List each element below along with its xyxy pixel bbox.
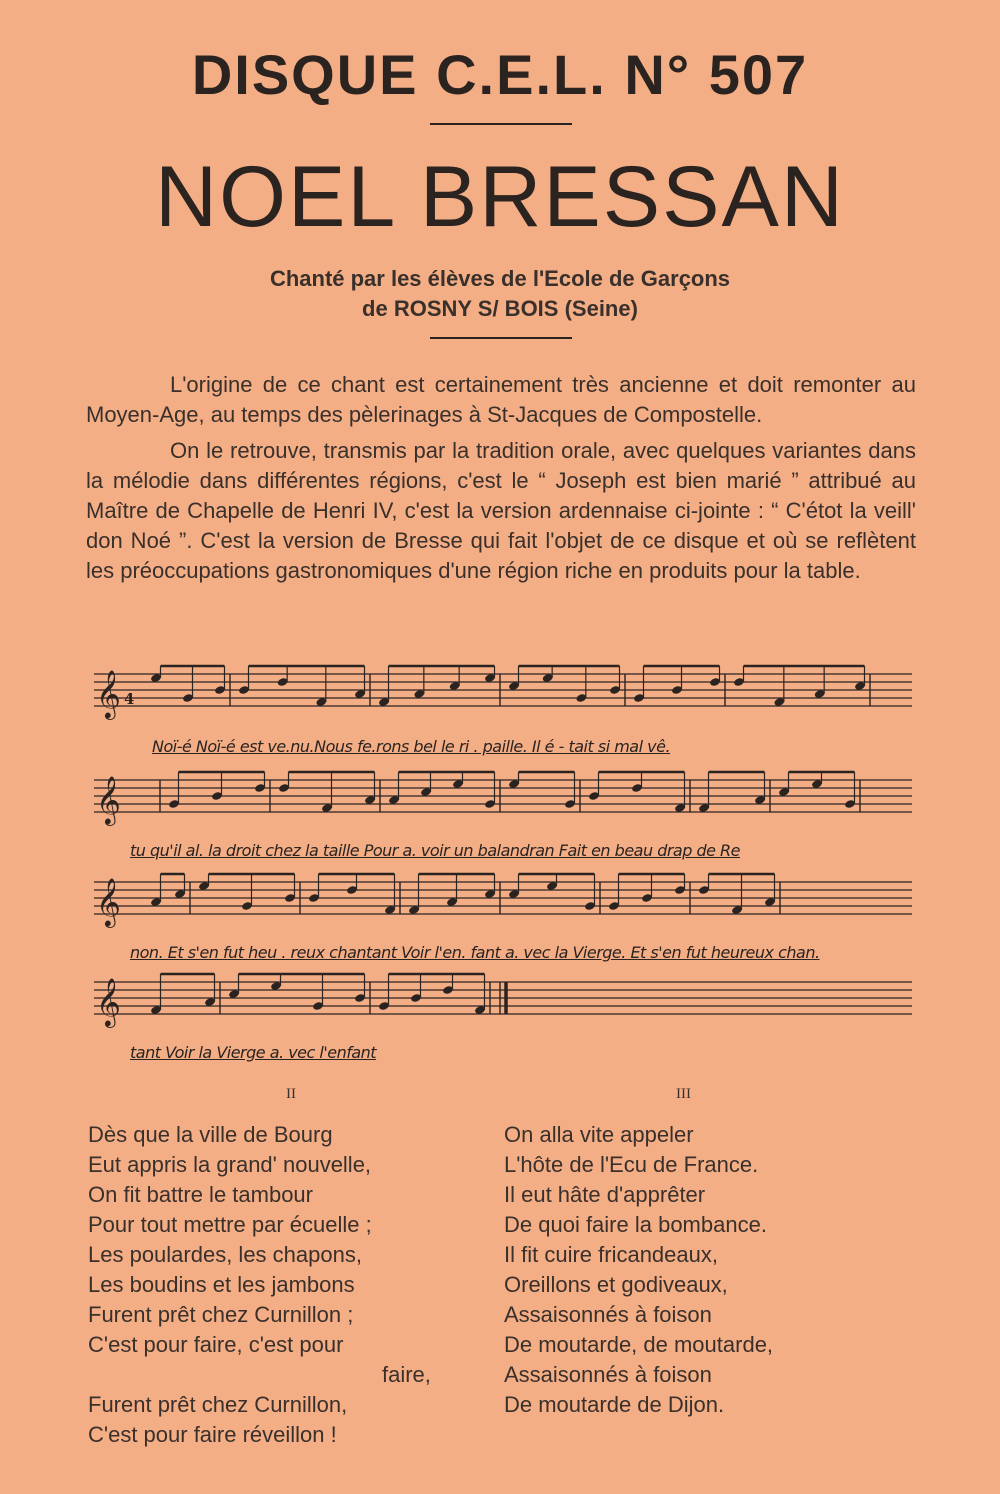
introduction-text — [86, 370, 916, 592]
verse-iii — [504, 1120, 773, 1420]
verse-line: On fit battre le tambour — [88, 1182, 313, 1207]
credit-line-1: Chanté par les élèves de l'Ecole de Garçons — [269, 266, 731, 291]
verse-number-iii: III — [676, 1086, 691, 1102]
credit-divider — [430, 337, 572, 339]
record-title: DISQUE C.E.L. N° 507 — [191, 43, 809, 106]
verse-line: C'est pour faire réveillon ! — [88, 1422, 337, 1447]
treble-clef-icon: 𝄞 — [96, 669, 121, 718]
treble-clef-icon: 𝄞 — [96, 877, 121, 926]
time-signature: 4 — [124, 690, 135, 708]
verse-line: Furent prêt chez Curnillon, — [88, 1392, 348, 1417]
verse-line: C'est pour faire, c'est pour — [88, 1332, 344, 1357]
title-divider — [430, 123, 572, 125]
score-staves — [80, 660, 930, 1080]
verse-line: faire, — [382, 1362, 431, 1387]
verse-line: L'hôte de l'Ecu de France. — [504, 1152, 759, 1177]
treble-clef-icon: 𝄞 — [96, 775, 121, 824]
verse-number-ii: II — [286, 1086, 296, 1102]
lyric-line-4: tant Voir la Vierge a. vec l'enfant — [130, 1043, 377, 1062]
verse-line: Oreillons et godiveaux, — [504, 1272, 728, 1297]
intro-paragraph-2: On le retrouve, transmis par la tradition orale, avec quelques variantes dans la mélodie dans différentes régions, c'est le “ Joseph est bien marié ” attribué au Maître de Chapelle de Henri IV, c'est la version ardennaise ci-jointe : “ C'étot la veill' don Noé ”. C'est la version de Bresse qui fait l'objet de ce disque et où se reflètent les préoccupations gastronomiques d'une région riche en produits pour la table. — [86, 438, 916, 583]
verse-line: Il eut hâte d'apprêter — [504, 1182, 706, 1207]
verse-line: Assaisonnés à foison — [504, 1302, 712, 1327]
verse-line: On alla vite appeler — [504, 1122, 694, 1147]
verse-line: Furent prêt chez Curnillon ; — [88, 1302, 354, 1327]
song-title: NOEL BRESSAN — [155, 149, 845, 245]
verse-line: Les boudins et les jambons — [88, 1272, 355, 1297]
verse-line: Assaisonnés à foison — [504, 1362, 712, 1387]
verse-ii — [88, 1120, 431, 1450]
lyric-line-2: tu qu'il al. la droit chez la taille Pour a. voir un balandran Fait en beau drap de Re — [130, 841, 741, 860]
intro-paragraph-1: L'origine de ce chant est certainement très ancienne et doit remonter au Moyen-Age, au temps des pèlerinages à St-Jacques de Compostelle. — [86, 372, 916, 427]
treble-clef-icon: 𝄞 — [96, 977, 121, 1026]
verse-line: De moutarde, de moutarde, — [504, 1332, 774, 1357]
credit-line-2: de ROSNY S/ BOIS (Seine) — [362, 296, 638, 321]
verse-line: Eut appris la grand' nouvelle, — [88, 1152, 372, 1177]
verse-line: Il fit cuire fricandeaux, — [504, 1242, 718, 1267]
verse-line: De moutarde de Dijon. — [504, 1392, 725, 1417]
verse-line: Pour tout mettre par écuelle ; — [88, 1212, 372, 1237]
verse-line: De quoi faire la bombance. — [504, 1212, 767, 1237]
verse-line: Dès que la ville de Bourg — [88, 1122, 333, 1147]
lyric-line-1: Noï-é Noï-é est ve.nu.Nous fe.rons bel le ri . paille. Il é - tait si mal vê. — [152, 737, 671, 756]
music-score — [80, 660, 930, 1080]
verse-line: Les poulardes, les chapons, — [88, 1242, 362, 1267]
lyric-line-3: non. Et s'en fut heu . reux chantant Voir l'en. fant a. vec la Vierge. Et s'en fut heureux chan. — [130, 943, 820, 962]
